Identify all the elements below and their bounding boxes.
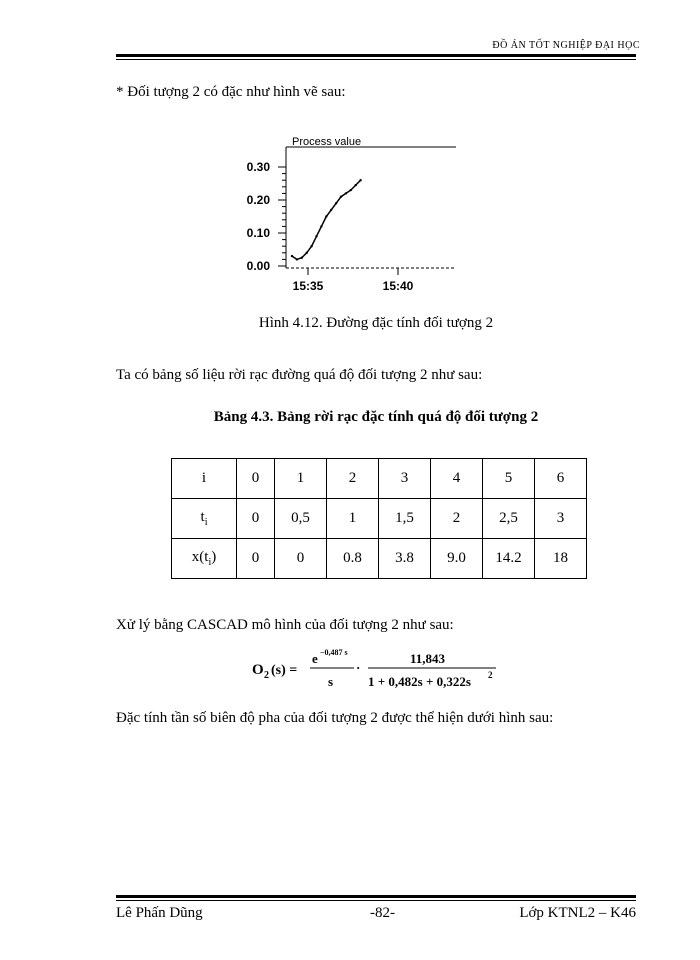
table-cell: 2,5 bbox=[483, 499, 535, 539]
table-cell: 3 bbox=[535, 499, 587, 539]
row-label-i: i bbox=[172, 459, 237, 499]
table-cell: 18 bbox=[535, 539, 587, 579]
formula-num2: 11,843 bbox=[410, 651, 446, 666]
table-cell: 6 bbox=[535, 459, 587, 499]
formula-lhs: O bbox=[252, 662, 264, 678]
table-cell: 0 bbox=[237, 459, 275, 499]
header-rule-thick bbox=[116, 54, 636, 57]
chart-title: Process value bbox=[292, 136, 362, 148]
header-rule-thin bbox=[116, 59, 636, 60]
transfer-function-formula bbox=[250, 642, 510, 697]
data-point bbox=[335, 202, 337, 204]
formula-lhs-sub: 2 bbox=[264, 670, 269, 681]
table-cell: 0 bbox=[237, 539, 275, 579]
footer-class: Lớp KTNL2 – K46 bbox=[519, 905, 636, 921]
x-tick-label: 15:40 bbox=[382, 279, 414, 293]
data-point bbox=[310, 245, 312, 247]
data-point bbox=[350, 189, 352, 191]
table-cell: 5 bbox=[483, 459, 535, 499]
table-cell: 4 bbox=[431, 459, 483, 499]
x-tick-label: 15:35 bbox=[292, 279, 324, 293]
table-row-i bbox=[172, 459, 587, 499]
table-cell: 1 bbox=[275, 459, 327, 499]
row-label-x-pre: x(t bbox=[191, 549, 209, 565]
y-tick-label: 0.10 bbox=[246, 226, 270, 240]
data-point bbox=[325, 215, 327, 217]
data-point bbox=[291, 255, 293, 257]
table-cell: 9.0 bbox=[431, 539, 483, 579]
header-title: ĐỒ ÁN TỐT NGHIỆP ĐẠI HỌC bbox=[492, 40, 640, 51]
row-label-x-post: ) bbox=[211, 549, 217, 565]
formula-den2: 1 + 0,482s + 0,322s bbox=[368, 674, 471, 689]
table-cell: 2 bbox=[327, 459, 379, 499]
table-cell: 0.8 bbox=[327, 539, 379, 579]
process-value-chart bbox=[226, 128, 486, 298]
footer-rule-thin bbox=[116, 900, 636, 901]
table-cell: 1 bbox=[327, 499, 379, 539]
table-cell: 0 bbox=[237, 499, 275, 539]
table-cell: 3.8 bbox=[379, 539, 431, 579]
row-label-x-sub: i bbox=[208, 557, 212, 568]
data-point bbox=[296, 258, 298, 260]
footer-author: Lê Phấn Dũng bbox=[116, 905, 203, 921]
intro-text: * Đối tượng 2 có đặc như hình vẽ sau: bbox=[116, 84, 346, 100]
figure-caption: Hình 4.12. Đường đặc tính đối tượng 2 bbox=[258, 315, 494, 331]
series bbox=[291, 179, 362, 261]
data-point bbox=[301, 257, 303, 259]
y-ticks bbox=[247, 160, 286, 273]
data-table bbox=[171, 458, 587, 579]
table-cell: 1,5 bbox=[379, 499, 431, 539]
series-line bbox=[292, 180, 361, 259]
data-point bbox=[355, 184, 357, 186]
table-row-t bbox=[172, 499, 587, 539]
data-point bbox=[340, 196, 342, 198]
table-cell: 0 bbox=[275, 539, 327, 579]
x-ticks bbox=[293, 268, 414, 293]
data-point bbox=[345, 192, 347, 194]
formula-dot: · bbox=[356, 660, 361, 675]
table-row-x bbox=[172, 539, 587, 579]
formula-exp: −0,487 s bbox=[320, 648, 348, 657]
row-label-t-main: t bbox=[200, 509, 205, 525]
data-point bbox=[359, 179, 361, 181]
formula-num1: e bbox=[312, 651, 318, 666]
row-label-t bbox=[172, 499, 237, 539]
row-label-t-sub: i bbox=[204, 517, 208, 528]
data-point bbox=[320, 225, 322, 227]
table-caption: Bảng 4.3. Bảng rời rạc đặc tính quá độ đối tượng 2 bbox=[213, 409, 539, 425]
formula-lhs-arg: (s) = bbox=[271, 663, 298, 678]
y-tick-label: 0.00 bbox=[246, 259, 270, 273]
row-label-x bbox=[172, 539, 237, 579]
table-cell: 3 bbox=[379, 459, 431, 499]
cascad-text: Xử lý bằng CASCAD mô hình của đối tượng 2 như sau: bbox=[116, 617, 454, 633]
table-cell: 14.2 bbox=[483, 539, 535, 579]
frequency-text: Đặc tính tần số biên độ pha của đối tượng 2 được thể hiện dưới hình sau: bbox=[116, 710, 554, 726]
data-point bbox=[330, 209, 332, 211]
page-number: -82- bbox=[370, 905, 395, 921]
table-intro: Ta có bảng số liệu rời rạc đường quá độ đối tượng 2 như sau: bbox=[116, 367, 483, 383]
footer-rule-thick bbox=[116, 895, 636, 898]
table-cell: 2 bbox=[431, 499, 483, 539]
y-tick-label: 0.30 bbox=[246, 160, 270, 174]
y-tick-label: 0.20 bbox=[246, 193, 270, 207]
formula-den1: s bbox=[328, 674, 334, 689]
formula-den2-sup: 2 bbox=[488, 670, 493, 680]
table-cell: 0,5 bbox=[275, 499, 327, 539]
data-point bbox=[306, 252, 308, 254]
data-point bbox=[315, 235, 317, 237]
